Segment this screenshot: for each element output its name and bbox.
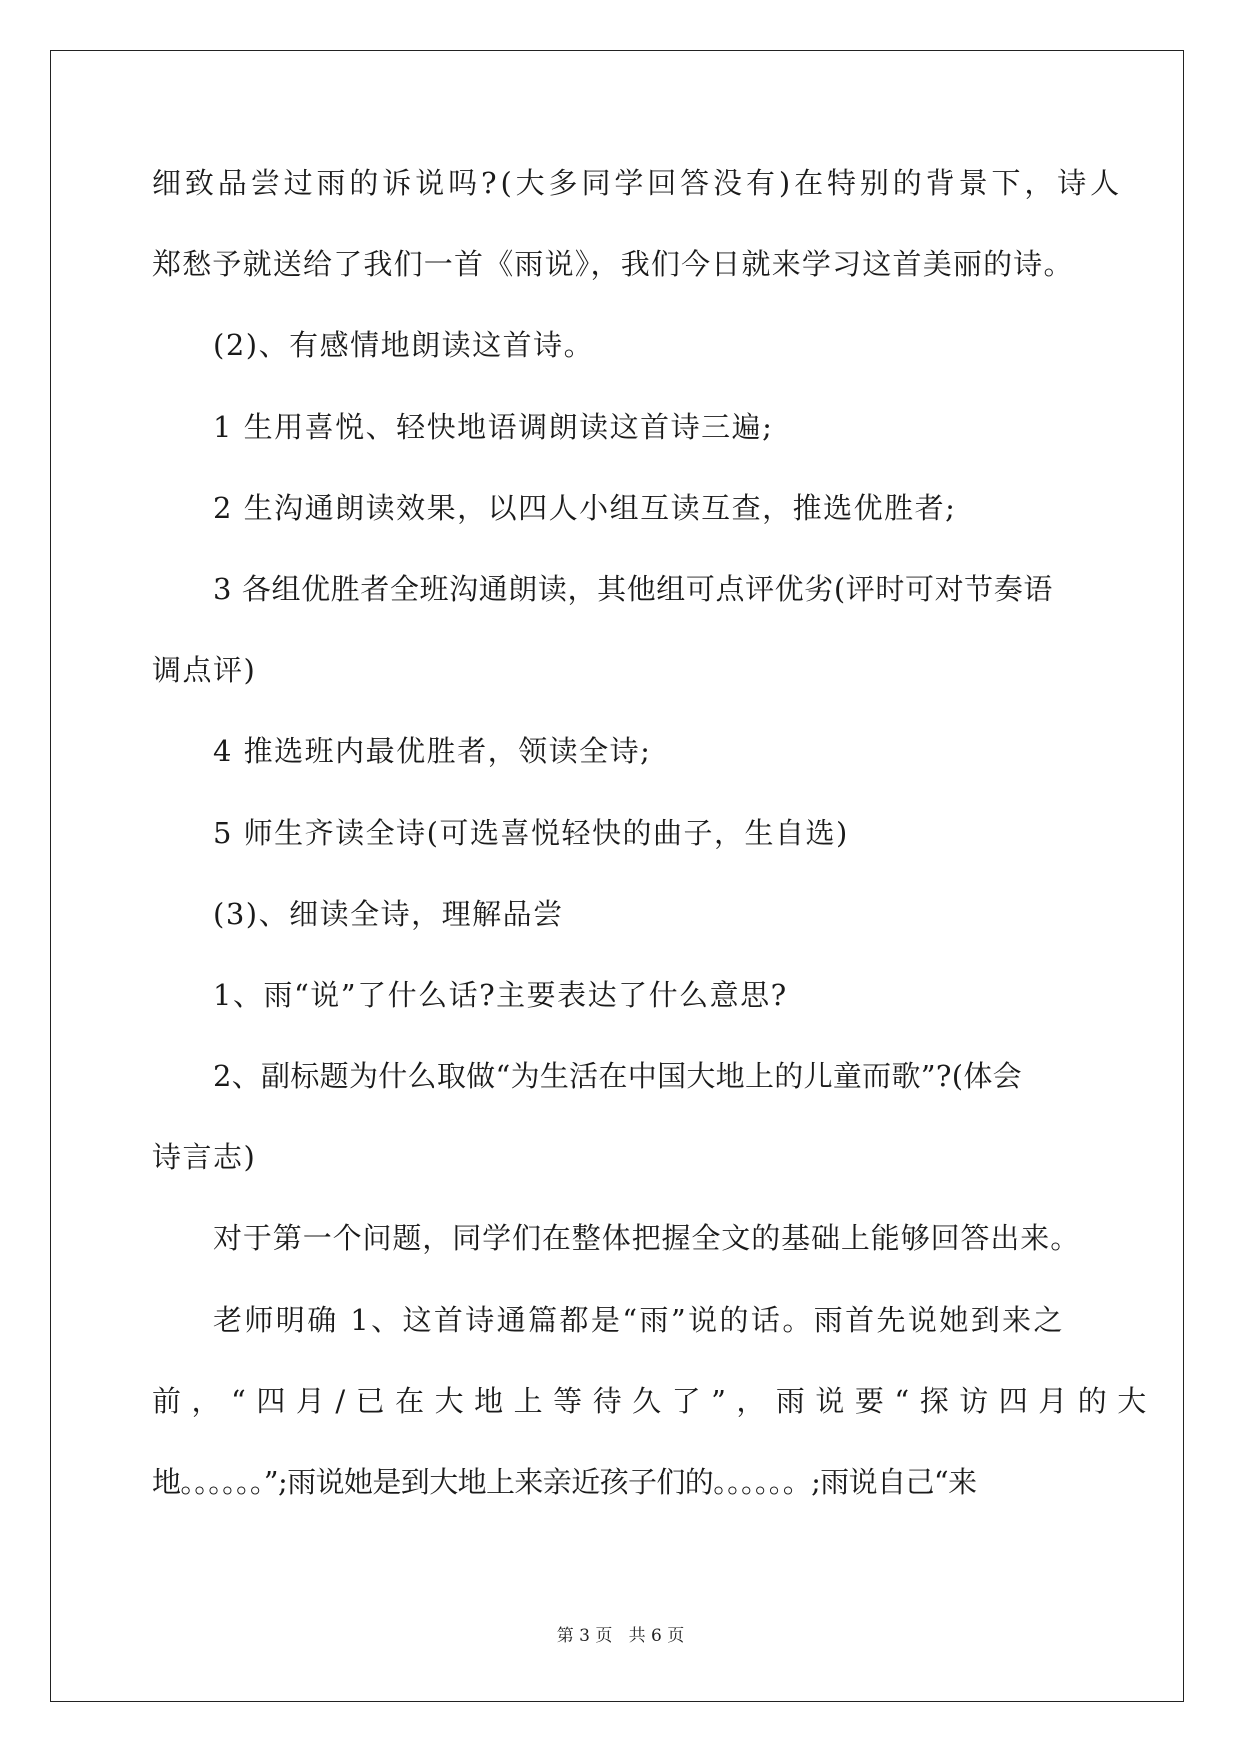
line-text: 5 师生齐读全诗(可选喜悦轻快的曲子，生自选) bbox=[213, 815, 849, 850]
line-text: 2、副标题为什么取做“为生活在中国大地上的儿童而歌”?(体会 bbox=[213, 1059, 1022, 1094]
text-line bbox=[152, 1464, 1082, 1545]
text-line bbox=[152, 1058, 1082, 1139]
text-line bbox=[152, 246, 1082, 327]
line-text: 对于第一个问题，同学们在整体把握全文的基础上能够回答出来。 bbox=[213, 1221, 1081, 1256]
text-line bbox=[152, 1383, 1157, 1464]
text-line bbox=[152, 1220, 1082, 1301]
page-footer bbox=[0, 1621, 1241, 1646]
text-line bbox=[152, 1302, 1082, 1383]
line-text: 3 各组优胜者全班沟通朗读，其他组可点评优劣(评时可对节奏语 bbox=[213, 571, 1053, 606]
text-line bbox=[152, 815, 1082, 896]
line-text: 地。。。。。。”;雨说她是到大地上来亲近孩子们的。。。。。。;雨说自己“来 bbox=[152, 1465, 977, 1499]
text-line bbox=[152, 1139, 1082, 1220]
text-line bbox=[152, 977, 1082, 1058]
page-number-label: 第 3 页 共 6 页 bbox=[556, 1626, 685, 1646]
line-text: 前，“四月/已在大地上等待久了”，雨说要“探访四月的大 bbox=[152, 1383, 1157, 1418]
line-text: 1、雨“说”了什么话?主要表达了什么意思? bbox=[213, 977, 788, 1012]
text-line bbox=[152, 409, 1082, 490]
line-text: 诗言志) bbox=[152, 1140, 257, 1175]
line-text: 4 推选班内最优胜者，领读全诗; bbox=[213, 734, 652, 769]
text-line bbox=[152, 652, 1082, 733]
text-line bbox=[152, 896, 1082, 977]
text-line bbox=[152, 327, 1082, 408]
line-text: 郑愁予就送给了我们一首《雨说》，我们今日就来学习这首美丽的诗。 bbox=[152, 247, 1074, 282]
text-line bbox=[152, 490, 1082, 571]
line-text: (3)、细读全诗，理解品尝 bbox=[213, 896, 564, 931]
text-line bbox=[152, 733, 1082, 814]
document-body bbox=[152, 165, 1157, 1545]
text-line bbox=[152, 165, 1124, 246]
text-line bbox=[152, 571, 1082, 652]
line-text: 老师明确 1、这首诗通篇都是“雨”说的话。雨首先说她到来之 bbox=[213, 1302, 1065, 1337]
line-text: 调点评) bbox=[152, 653, 257, 688]
line-text: 1 生用喜悦、轻快地语调朗读这首诗三遍; bbox=[213, 409, 774, 444]
line-text: 细致品尝过雨的诉说吗?(大多同学回答没有)在特别的背景下，诗人 bbox=[152, 166, 1124, 200]
line-text: 2 生沟通朗读效果，以四人小组互读互查，推选优胜者; bbox=[213, 490, 957, 525]
line-text: (2)、有感情地朗读这首诗。 bbox=[213, 328, 595, 363]
